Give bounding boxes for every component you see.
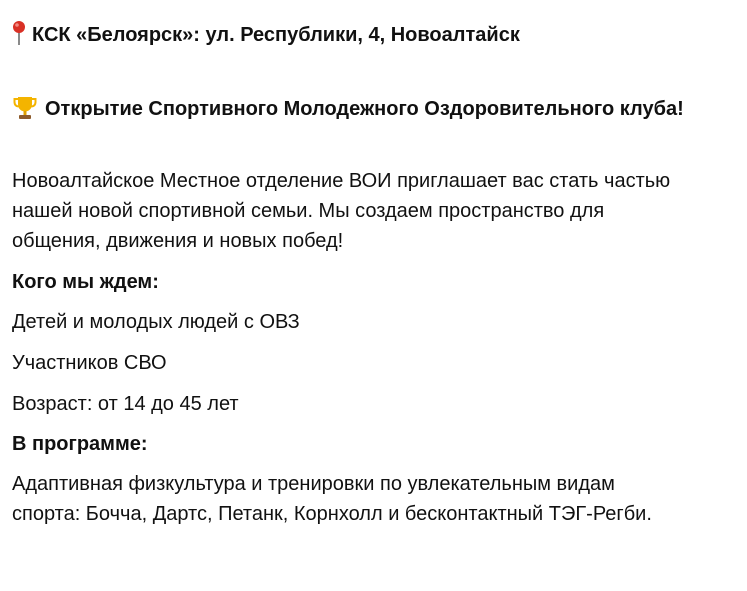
- address-line: [12, 20, 520, 49]
- program-paragraph: [12, 469, 732, 529]
- program-line: спорта: Бочча, Дартс, Петанк, Корнхолл и бесконтактный ТЭГ-Регби.: [12, 503, 652, 525]
- trophy-icon: [12, 94, 38, 120]
- audience-item: Участников СВО: [12, 352, 167, 374]
- title-text: Открытие Спортивного Молодежного Оздоровительного клуба!: [45, 98, 684, 120]
- intro-paragraph: [12, 166, 732, 256]
- audience-item: Возраст: от 14 до 45 лет: [12, 393, 239, 415]
- program-heading: В программе:: [12, 433, 148, 455]
- intro-line: Новоалтайское Местное отделение ВОИ приглашает вас стать частью: [12, 170, 671, 192]
- audience-item: Детей и молодых людей с ОВЗ: [12, 311, 300, 333]
- round-pushpin-icon: [12, 20, 26, 46]
- intro-line: общения, движения и новых побед!: [12, 230, 344, 252]
- intro-line: нашей новой спортивной семьи. Мы создаем пространство для: [12, 200, 605, 222]
- page-title: [12, 94, 684, 123]
- audience-heading: Кого мы ждем:: [12, 271, 159, 293]
- program-line: Адаптивная физкультура и тренировки по увлекательным видам: [12, 473, 615, 495]
- address-text: КСК «Белоярск»: ул. Республики, 4, Новоалтайск: [32, 24, 520, 46]
